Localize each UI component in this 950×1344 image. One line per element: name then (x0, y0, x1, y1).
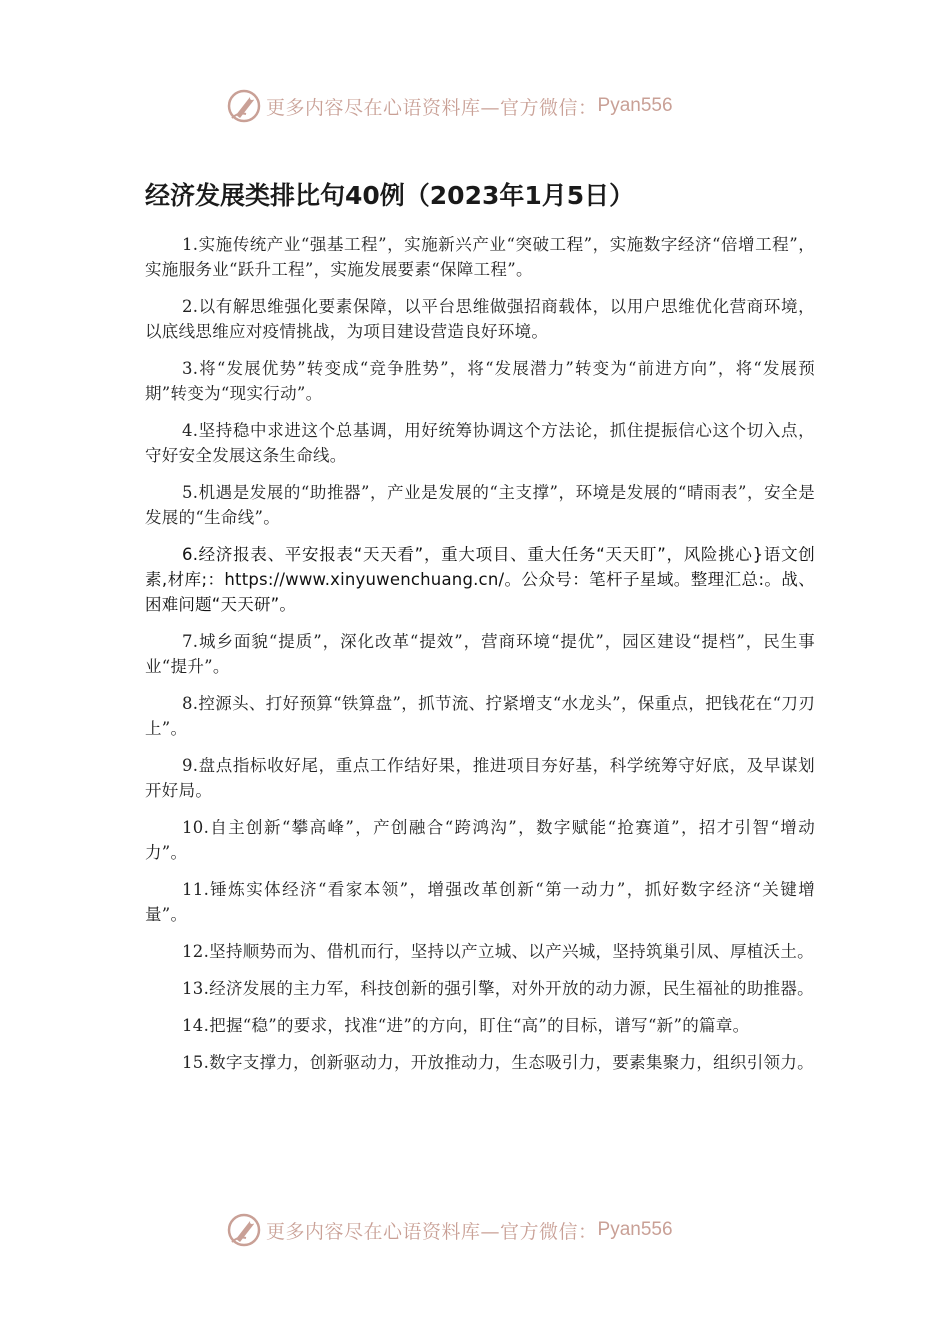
list-item: 11.锤炼实体经济“看家本领”，增强改革创新“第一动力”，抓好数字经济“关键增量”。 (145, 880, 815, 924)
list-item: 2.以有解思维强化要素保障，以平台思维做强招商载体，以用户思维优化营商环境，以底线思维应对疫情挑战，为项目建设营造良好环境。 (145, 297, 815, 341)
banner-wechat-id: Pyan556 (597, 95, 673, 116)
list-item: 7.城乡面貌“提质”，深化改革“提效”，营商环境“提优”，园区建设“提档”，民生事业“提升”。 (145, 632, 815, 676)
document-title: 经济发展类排比句40例（2023年1月5日） (145, 181, 635, 210)
list-item: 14.把握“稳”的要求，找准“进”的方向，盯住“高”的目标，谱写“新”的篇章。 (182, 1016, 750, 1035)
document-body (145, 232, 815, 1087)
list-item: 5.机遇是发展的“助推器”，产业是发展的“主支撑”，环境是发展的“晴雨表”，安全是发展的“生命线”。 (145, 483, 815, 527)
list-item: 12.坚持顺势而为、借机而行，坚持以产立城、以产兴城，坚持筑巢引凤、厚植沃土。 (182, 942, 814, 961)
list-item: 8.控源头、打好预算“铁算盘”，抓节流、拧紧增支“水龙头”，保重点，把钱花在“刀刃上”。 (145, 694, 815, 738)
header-watermark-banner (226, 88, 673, 124)
footer-watermark-banner (226, 1212, 673, 1248)
list-item: 13.经济发展的主力军，科技创新的强引擎，对外开放的动力源，民生福祉的助推器。 (182, 979, 814, 998)
pen-logo-icon (226, 88, 262, 124)
banner-text: 更多内容尽在心语资料库—官方微信： (266, 1220, 598, 1243)
list-item: 4.坚持稳中求进这个总基调，用好统筹协调这个方法论，抓住提振信心这个切入点，守好安全发展这条生命线。 (145, 421, 815, 465)
banner-wechat-id: Pyan556 (597, 1219, 673, 1240)
list-item: 15.数字支撑力，创新驱动力，开放推动力，生态吸引力，要素集聚力，组织引领力。 (182, 1053, 814, 1072)
list-item: 1.实施传统产业“强基工程”，实施新兴产业“突破工程”，实施数字经济“倍增工程”，实施服务业“跃升工程”，实施发展要素“保障工程”。 (145, 235, 815, 279)
list-item: 6.经济报表、平安报表“天天看”，重大项目、重大任务“天天盯”，风险挑心}语文创素,材库;：https://www.xinyuwenchuang.cn/。公众号：笔杆子星域。整理汇总:。战、困难问题“天天研”。 (145, 545, 815, 614)
pen-logo-icon (226, 1212, 262, 1248)
list-item: 9.盘点指标收好尾，重点工作结好果，推进项目夯好基，科学统筹守好底，及早谋划开好局。 (145, 756, 815, 800)
banner-text: 更多内容尽在心语资料库—官方微信： (266, 96, 598, 119)
list-item: 10.自主创新“攀高峰”，产创融合“跨鸿沟”，数字赋能“抢赛道”，招才引智“增动力”。 (145, 818, 815, 862)
list-item: 3.将“发展优势”转变成“竞争胜势”，将“发展潜力”转变为“前进方向”，将“发展预期”转变为“现实行动”。 (145, 359, 815, 403)
